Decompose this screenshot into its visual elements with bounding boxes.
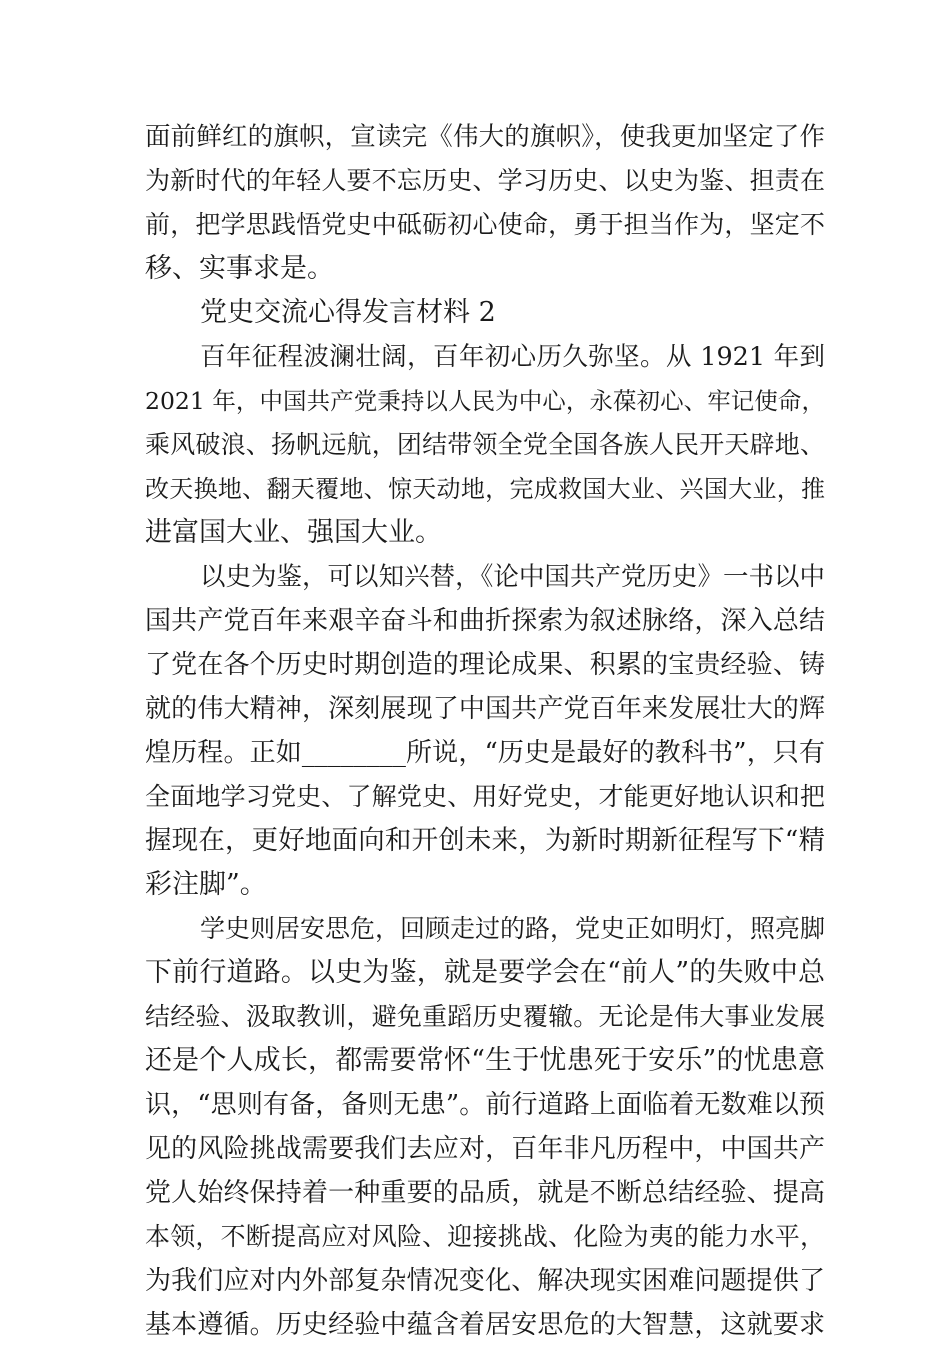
- text-line: 改天换地、翻天覆地、惊天动地，完成救国大业、兴国大业，推: [145, 475, 825, 503]
- text-line: 还是个人成长，都需要常怀“生于忧患死于安乐”的忧患意: [145, 1045, 825, 1076]
- text-line: 了党在各个历史时期创造的理论成果、积累的宝贵经验、铸: [145, 650, 825, 680]
- text-line: 本领，不断提高应对风险、迎接挑战、化险为夷的能力水平，: [145, 1222, 825, 1251]
- text-line: 国共产党百年来艰辛奋斗和曲折探索为叙述脉络，深入总结: [145, 606, 825, 636]
- text-line: 结经验、汲取教训，避免重蹈历史覆辙。无论是伟大事业发展: [145, 1002, 825, 1031]
- text-line: 基本遵循。历史经验中蕴含着居安思危的大智慧，这就要求: [145, 1310, 825, 1340]
- text-line: 全面地学习党史、了解党史、用好党史，才能更好地认识和把: [145, 782, 825, 811]
- text-line: 握现在，更好地面向和开创未来，为新时期新征程写下“精: [145, 825, 825, 856]
- text-line: 前，把学思践悟党史中砥砺初心使命，勇于担当作为，坚定不: [145, 210, 825, 239]
- text-line: 就的伟大精神，深刻展现了中国共产党百年来发展壮大的辉: [145, 694, 825, 724]
- text-line: 煌历程。正如________所说，“历史是最好的教科书”，只有: [145, 738, 825, 768]
- text-line: 识，“思则有备，备则无患”。前行道路上面临着无数难以预: [145, 1090, 825, 1120]
- text-line: 进富国大业、强国大业。: [145, 517, 442, 548]
- text-line: 面前鲜红的旗帜，宣读完《伟大的旗帜》，使我更加坚定了作: [145, 122, 825, 152]
- text-line: 见的风险挑战需要我们去应对，百年非凡历程中，中国共产: [145, 1134, 825, 1164]
- section-heading: 党史交流心得发言材料 2: [200, 297, 496, 328]
- paragraph-first-line: 以史为鉴，可以知兴替，《论中国共产党历史》一书以中: [200, 562, 825, 592]
- paragraph-first-line: 学史则居安思危，回顾走过的路，党史正如明灯，照亮脚: [200, 914, 826, 943]
- text-line: 乘风破浪、扬帆远航，团结带领全党全国各族人民开天辟地、: [145, 430, 825, 459]
- text-line: 彩注脚”。: [145, 869, 267, 900]
- text-line: 2021 年，中国共产党秉持以人民为中心，永葆初心、牢记使命，: [145, 387, 825, 415]
- text-line: 为新时代的年轻人要不忘历史、学习历史、以史为鉴、担责在: [145, 166, 825, 195]
- text-line: 下前行道路。以史为鉴，就是要学会在“前人”的失败中总: [145, 957, 825, 988]
- paragraph-first-line: 百年征程波澜壮阔，百年初心历久弥坚。从 1921 年到: [200, 342, 825, 372]
- text-line: 移、实事求是。: [145, 253, 334, 284]
- text-line: 党人始终保持着一种重要的品质，就是不断总结经验、提高: [145, 1178, 825, 1208]
- text-line: 为我们应对内外部复杂情况变化、解决现实困难问题提供了: [145, 1266, 825, 1296]
